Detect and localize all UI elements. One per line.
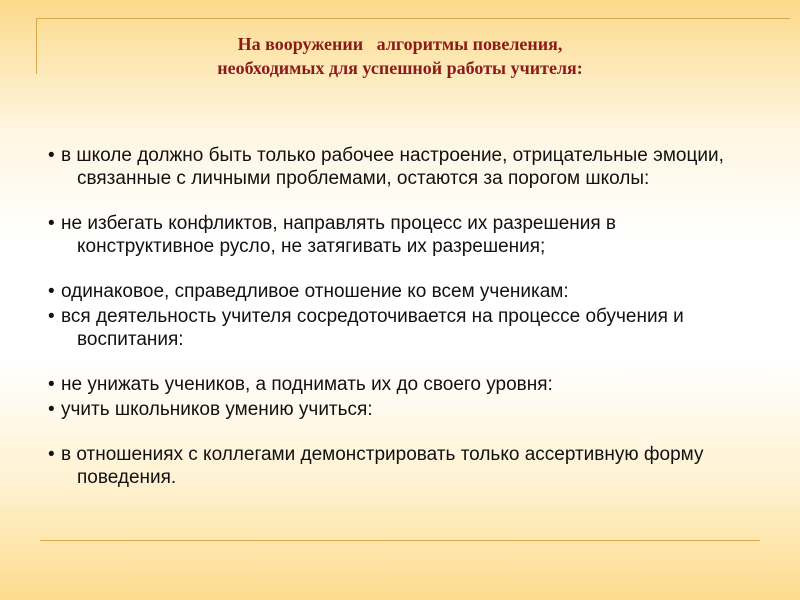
bullet-item-4 bbox=[48, 305, 758, 351]
bullet-text-3: одинаковое, справедливое отношение ко всем ученикам: bbox=[61, 281, 569, 302]
bullet-text-4: вся деятельность учителя сосредоточивается на процессе обучения и воспитания: bbox=[61, 306, 684, 350]
slide-title-line-2: необходимых для успешной работы учителя: bbox=[217, 58, 583, 78]
slide-title bbox=[40, 32, 760, 80]
bullet-marker: • bbox=[48, 281, 55, 302]
slide-title-line-1: На вооружении алгоритмы повеления, bbox=[237, 34, 563, 54]
left-border-line bbox=[36, 18, 37, 74]
bullet-text-7: в отношениях с коллегами демонстрировать только ассертивную форму поведения. bbox=[61, 444, 704, 488]
bullet-item-2 bbox=[48, 212, 758, 258]
top-border-line bbox=[36, 18, 790, 19]
bullet-text-1: в школе должно быть только рабочее настроение, отрицательные эмоции, связанные с личными проблемами, остаются за порогом школы: bbox=[61, 145, 724, 189]
bullet-item-7 bbox=[48, 443, 758, 489]
bullet-item-5 bbox=[48, 373, 758, 396]
bullet-marker: • bbox=[48, 374, 55, 395]
bullet-marker: • bbox=[48, 145, 55, 166]
bullet-marker: • bbox=[48, 213, 55, 234]
bullet-marker: • bbox=[48, 444, 55, 465]
bullet-text-5: не унижать учеников, а поднимать их до своего уровня: bbox=[61, 374, 553, 395]
bullet-text-2: не избегать конфликтов, направлять процесс их разрешения в конструктивное русло, не затягивать их разрешения; bbox=[61, 213, 617, 257]
bullet-marker: • bbox=[48, 399, 55, 420]
bottom-border-line bbox=[40, 540, 760, 541]
bullet-item-1 bbox=[48, 144, 758, 190]
bullet-item-3 bbox=[48, 280, 758, 303]
bullet-text-6: учить школьников умению учиться: bbox=[61, 399, 373, 420]
bullet-list bbox=[48, 144, 758, 489]
bullet-marker: • bbox=[48, 306, 55, 327]
bullet-item-6 bbox=[48, 398, 758, 421]
